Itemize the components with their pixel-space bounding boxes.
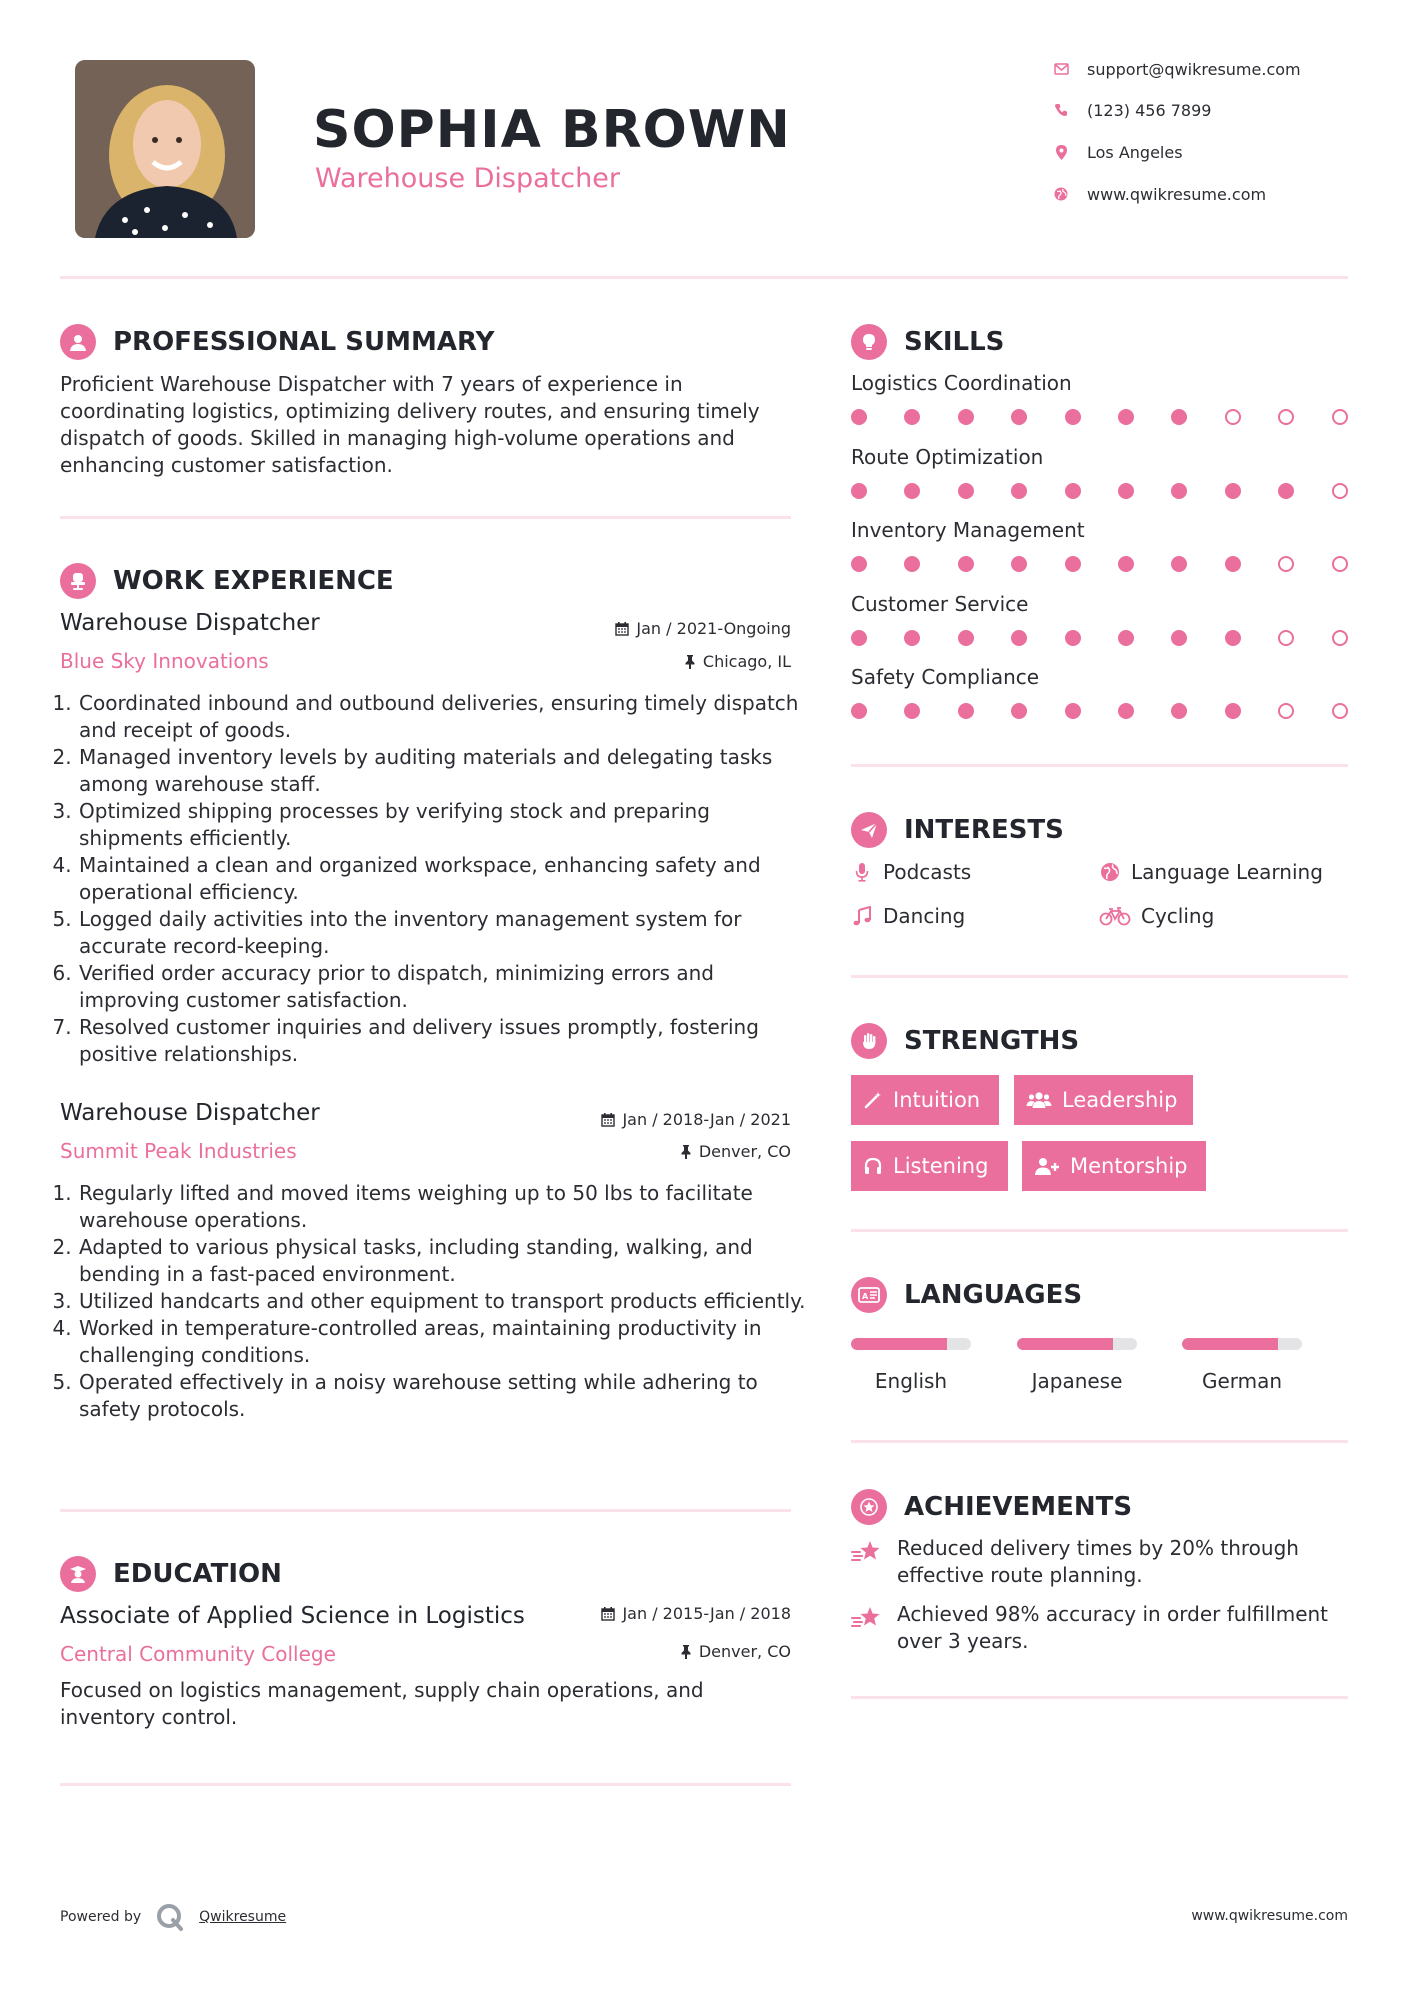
list-item: 3. Optimized shipping processes by verifying stock and preparing shipments efficiently. xyxy=(78,798,813,852)
rating-dot-filled xyxy=(851,630,867,646)
job-1-location: Chicago, IL xyxy=(500,652,791,671)
rating-dot-filled xyxy=(904,556,920,572)
job-2-duties xyxy=(60,1180,813,1423)
education-school: Central Community College xyxy=(60,1642,336,1666)
rating-dot-empty xyxy=(1278,409,1294,425)
headphones-icon xyxy=(863,1156,883,1176)
rating-dot-filled xyxy=(904,483,920,499)
rating-dot-filled xyxy=(958,556,974,572)
language-card-icon xyxy=(851,1277,887,1313)
magic-wand-icon xyxy=(863,1090,883,1110)
job-2-company: Summit Peak Industries xyxy=(60,1139,297,1163)
rating-dot-filled xyxy=(1065,483,1081,499)
qwikresume-logo-icon xyxy=(155,1902,185,1932)
summary-text: Proficient Warehouse Dispatcher with 7 years of experience in coordinating logistics, optimizing delivery routes, and ensuring timely dispatch of goods. Skilled in managing high-volume operations and enhancing customer satisfaction. xyxy=(60,372,760,477)
contact-phone[interactable]: (123) 456 7899 xyxy=(1053,95,1373,125)
hand-icon xyxy=(851,1023,887,1059)
rating-dot-filled xyxy=(1171,409,1187,425)
globe-icon xyxy=(1053,186,1069,202)
list-item: 5. Operated effectively in a noisy warehouse setting while adhering to safety protocols. xyxy=(78,1369,813,1423)
skill-name: Logistics Coordination xyxy=(851,371,1072,395)
list-item: 1. Regularly lifted and moved items weighing up to 50 lbs to facilitate warehouse operations. xyxy=(78,1180,813,1234)
list-item: 3. Utilized handcarts and other equipment to transport products efficiently. xyxy=(78,1288,813,1315)
phone-icon xyxy=(1053,102,1069,118)
language-name: English xyxy=(874,1369,948,1393)
rating-dot-filled xyxy=(1011,703,1027,719)
language-level-bar xyxy=(851,1338,971,1350)
job-2-title: Warehouse Dispatcher xyxy=(60,1100,320,1126)
interest-language-learning: Language Learning xyxy=(1099,860,1323,884)
footer-brand-link[interactable]: Qwikresume xyxy=(199,1909,287,1925)
language-level-fill xyxy=(1182,1338,1278,1350)
graduate-icon xyxy=(60,1556,96,1592)
rating-dot-filled xyxy=(1225,630,1241,646)
rating-dot-filled xyxy=(1171,630,1187,646)
education-heading: EDUCATION xyxy=(60,1556,282,1592)
skill-rating xyxy=(851,703,1348,719)
pushpin-icon xyxy=(684,655,696,669)
pushpin-icon xyxy=(680,1645,692,1659)
rating-dot-empty xyxy=(1278,556,1294,572)
strength-listening: Listening xyxy=(851,1141,1008,1191)
list-item: 4. Maintained a clean and organized workspace, enhancing safety and operational efficiency. xyxy=(78,852,813,906)
skill-rating xyxy=(851,409,1348,425)
rating-dot-empty xyxy=(1332,409,1348,425)
rating-dot-filled xyxy=(1118,556,1134,572)
education-description: Focused on logistics management, supply chain operations, and inventory control. xyxy=(60,1678,704,1729)
rating-dot-filled xyxy=(1065,556,1081,572)
achievement-2: Achieved 98% accuracy in order fulfillment over 3 years. xyxy=(851,1601,1351,1655)
education-dates: Jan / 2015-Jan / 2018 xyxy=(500,1604,791,1623)
rating-dot-filled xyxy=(1011,630,1027,646)
achievement-1: Reduced delivery times by 20% through effective route planning. xyxy=(851,1535,1351,1589)
calendar-icon xyxy=(615,622,629,636)
rating-dot-filled xyxy=(1118,630,1134,646)
rating-dot-filled xyxy=(1065,630,1081,646)
skills-divider xyxy=(851,764,1348,767)
skill-name: Customer Service xyxy=(851,591,1029,616)
job-1-duties xyxy=(60,690,813,1068)
rating-dot-filled xyxy=(1118,409,1134,425)
rating-dot-filled xyxy=(1011,409,1027,425)
skill-name: Safety Compliance xyxy=(851,665,1040,689)
rating-dot-filled xyxy=(958,630,974,646)
shooting-star-icon xyxy=(851,1601,887,1655)
rating-dot-filled xyxy=(1171,483,1187,499)
rating-dot-empty xyxy=(1332,630,1348,646)
paper-plane-icon xyxy=(851,812,887,848)
job-1-title: Warehouse Dispatcher xyxy=(60,610,320,636)
experience-heading: WORK EXPERIENCE xyxy=(60,563,394,599)
summary-heading: PROFESSIONAL SUMMARY xyxy=(60,324,494,360)
rating-dot-filled xyxy=(958,483,974,499)
list-item: 2. Managed inventory levels by auditing materials and delegating tasks among warehouse staff. xyxy=(78,744,813,798)
rating-dot-filled xyxy=(1225,703,1241,719)
interests-divider xyxy=(851,975,1348,978)
user-icon xyxy=(60,324,96,360)
contact-location: Los Angeles xyxy=(1053,137,1373,167)
rating-dot-filled xyxy=(851,483,867,499)
rating-dot-filled xyxy=(1171,556,1187,572)
candidate-title: Warehouse Dispatcher xyxy=(315,163,620,194)
strengths-heading: STRENGTHS xyxy=(851,1023,1079,1059)
contact-website[interactable]: www.qwikresume.com xyxy=(1053,179,1373,209)
rating-dot-filled xyxy=(1065,409,1081,425)
language-level-fill xyxy=(851,1338,947,1350)
lightbulb-icon xyxy=(851,324,887,360)
rating-dot-filled xyxy=(1065,703,1081,719)
job-1-dates: Jan / 2021-Ongoing xyxy=(500,619,791,638)
strength-intuition: Intuition xyxy=(851,1075,999,1125)
rating-dot-filled xyxy=(958,703,974,719)
rating-dot-empty xyxy=(1278,630,1294,646)
pushpin-icon xyxy=(680,1145,692,1159)
language-level-fill xyxy=(1017,1338,1113,1350)
svg-text:A: A xyxy=(862,1292,869,1301)
rating-dot-filled xyxy=(1011,483,1027,499)
rating-dot-filled xyxy=(1011,556,1027,572)
calendar-icon xyxy=(601,1607,615,1621)
languages-divider xyxy=(851,1440,1348,1443)
skill-name: Route Optimization xyxy=(851,444,1044,469)
users-icon xyxy=(1026,1090,1052,1110)
job-2-dates: Jan / 2018-Jan / 2021 xyxy=(500,1110,791,1129)
list-item: 4. Worked in temperature-controlled areas, maintaining productivity in challenging conditions. xyxy=(78,1315,813,1369)
interest-podcasts: Podcasts xyxy=(851,860,971,884)
contact-email[interactable]: support@qwikresume.com xyxy=(1053,54,1373,84)
skill-name: Inventory Management xyxy=(851,518,1085,542)
language-name: Japanese xyxy=(1031,1369,1123,1393)
summary-divider xyxy=(60,516,791,519)
strengths-divider xyxy=(851,1229,1348,1232)
rating-dot-filled xyxy=(958,409,974,425)
skill-rating xyxy=(851,483,1348,499)
interest-dancing: Dancing xyxy=(851,904,965,928)
education-location: Denver, CO xyxy=(500,1642,791,1661)
experience-divider xyxy=(60,1509,791,1512)
rating-dot-filled xyxy=(851,703,867,719)
rating-dot-filled xyxy=(1278,483,1294,499)
rating-dot-filled xyxy=(851,409,867,425)
list-item: 2. Adapted to various physical tasks, including standing, walking, and bending in a fast-paced environment. xyxy=(78,1234,813,1288)
rating-dot-filled xyxy=(904,409,920,425)
interests-heading: INTERESTS xyxy=(851,812,1064,848)
education-degree: Associate of Applied Science in Logistics xyxy=(60,1603,525,1629)
strength-leadership: Leadership xyxy=(1014,1075,1193,1125)
email-icon xyxy=(1053,61,1069,77)
music-note-icon xyxy=(851,906,873,926)
achievements-heading: ACHIEVEMENTS xyxy=(851,1489,1132,1525)
rating-dot-filled xyxy=(1225,483,1241,499)
calendar-icon xyxy=(601,1113,615,1127)
language-name: German xyxy=(1201,1369,1283,1393)
candidate-name: SOPHIA BROWN xyxy=(313,100,791,160)
rating-dot-empty xyxy=(1332,703,1348,719)
location-pin-icon xyxy=(1053,144,1069,160)
rating-dot-empty xyxy=(1332,483,1348,499)
list-item: 6. Verified order accuracy prior to dispatch, minimizing errors and improving customer satisfaction. xyxy=(78,960,813,1014)
education-divider xyxy=(60,1783,791,1786)
profile-photo xyxy=(75,60,255,238)
globe-icon xyxy=(1099,862,1121,882)
list-item: 5. Logged daily activities into the inventory management system for accurate record-keeping. xyxy=(78,906,813,960)
rating-dot-empty xyxy=(1278,703,1294,719)
skill-rating xyxy=(851,630,1348,646)
rating-dot-filled xyxy=(1225,556,1241,572)
languages-heading: A LANGUAGES xyxy=(851,1277,1082,1313)
rating-dot-empty xyxy=(1332,556,1348,572)
header-divider xyxy=(60,276,1348,279)
rating-dot-filled xyxy=(1118,703,1134,719)
rating-dot-filled xyxy=(904,703,920,719)
job-2-location: Denver, CO xyxy=(500,1142,791,1161)
shooting-star-icon xyxy=(851,1535,887,1589)
user-plus-icon xyxy=(1034,1156,1060,1176)
rating-dot-empty xyxy=(1225,409,1241,425)
microphone-icon xyxy=(851,862,873,882)
list-item: 1. Coordinated inbound and outbound deliveries, ensuring timely dispatch and receipt of goods. xyxy=(78,690,813,744)
rating-dot-filled xyxy=(851,556,867,572)
rating-dot-filled xyxy=(1118,483,1134,499)
bicycle-icon xyxy=(1099,906,1131,926)
footer-url[interactable]: www.qwikresume.com xyxy=(1191,1908,1348,1924)
strength-mentorship: Mentorship xyxy=(1022,1141,1206,1191)
language-level-bar xyxy=(1182,1338,1302,1350)
skills-heading: SKILLS xyxy=(851,324,1004,360)
skill-rating xyxy=(851,556,1348,572)
rating-dot-filled xyxy=(904,630,920,646)
achievements-divider xyxy=(851,1696,1348,1699)
star-badge-icon xyxy=(851,1489,887,1525)
language-level-bar xyxy=(1017,1338,1137,1350)
job-1-company: Blue Sky Innovations xyxy=(60,649,269,673)
rating-dot-filled xyxy=(1171,703,1187,719)
footer-powered-by: Powered by Qwikresume xyxy=(60,1902,286,1932)
interest-cycling: Cycling xyxy=(1099,904,1214,928)
list-item: 7. Resolved customer inquiries and delivery issues promptly, fostering positive relationships. xyxy=(78,1014,813,1068)
office-chair-icon xyxy=(60,563,96,599)
